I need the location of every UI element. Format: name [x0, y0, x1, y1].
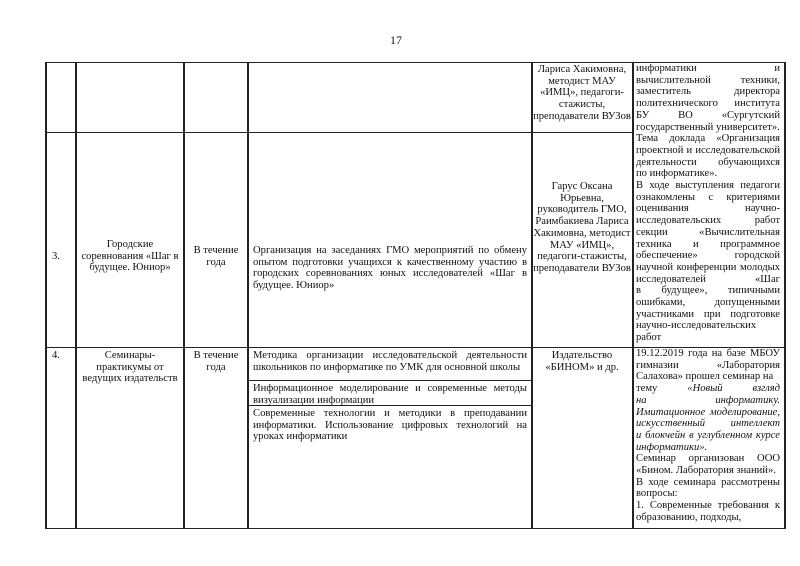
result-line: обеспечение» городской — [636, 250, 780, 262]
table-border — [632, 62, 634, 529]
event-name: Городские соревнования «Шаг в будущее. Юниор» — [81, 239, 179, 274]
result-line: ознакомлены с критериями — [636, 191, 780, 203]
result-line: В ходе выступления педагоги — [636, 180, 780, 192]
result-line: оценивания научно- — [636, 203, 780, 215]
responsible-cell: Гарус Оксана Юрьевна, руководитель ГМО, Раимбакиева Лариса Хакимовна, методист МАУ «ИМЦ», педагоги-стажисты, преподаватели ВУЗов — [533, 181, 631, 274]
result-line: научной конференции молодых — [636, 261, 780, 273]
result-line: В ходе семинара рассмотрены — [636, 476, 780, 488]
result-line: работ — [636, 332, 662, 344]
row-number: 3. — [52, 251, 60, 262]
result-line: Тема доклада «Организация — [636, 133, 780, 145]
result-line: в будущее», типичными — [636, 285, 780, 297]
result-line: деятельности обучающихся — [636, 156, 780, 168]
responsible-cell: Лариса Хакимовна, методист МАУ «ИМЦ», педагоги-стажисты, преподаватели ВУЗов — [533, 64, 631, 122]
result-line: и блокчейн в углубленном курсе — [636, 429, 780, 441]
event-name: Семинары-практикумы от ведущих издательств — [82, 350, 178, 385]
result-line: проектной и исследовательской — [636, 144, 780, 156]
result-line: на информатику. — [636, 394, 780, 406]
table-border — [45, 132, 632, 133]
result-line: заместитель директора — [636, 86, 780, 98]
result-line: вопросы: — [636, 488, 678, 500]
result-cell — [636, 348, 780, 524]
event-content-item: Информационное моделирование и современные методы визуализации информации — [253, 383, 527, 406]
event-content: Организация на заседаниях ГМО мероприятий по обмену опытом подготовки учащихся к качественному участию в городских соревнованиях юных исследователей «Шаг в будущее. Юниор» — [253, 245, 527, 292]
result-line: Семинар организован ООО — [636, 453, 780, 465]
result-line: Салахова» прошел семинар на — [636, 371, 774, 383]
result-line: вычислительной техники, — [636, 74, 780, 86]
result-line: по информатике». — [636, 168, 718, 180]
result-line: информатики». — [636, 441, 708, 453]
row-number: 4. — [52, 350, 60, 361]
result-line: образованию, подходы, — [636, 511, 742, 523]
result-line: искусственный интеллект — [636, 418, 780, 430]
result-line: исследователей «Шаг — [636, 273, 780, 285]
page-number: 17 — [390, 33, 402, 47]
result-line: «Бином. Лаборатория знаний». — [636, 465, 776, 477]
event-content-item: Методика организации исследовательской деятельности школьников по информатике по УМК для основной школы — [253, 350, 527, 373]
result-line: государственный университет». — [636, 121, 780, 133]
table-border — [247, 380, 531, 381]
event-date: В течение года — [193, 350, 239, 373]
result-line: 19.12.2019 года на базе МБОУ — [636, 348, 780, 359]
result-cell — [636, 63, 780, 344]
result-line: исследовательских работ — [636, 215, 780, 227]
result-line: техника и программное — [636, 238, 780, 250]
table-border — [784, 62, 786, 529]
result-line: информатики и — [636, 63, 780, 74]
result-line: участниками при подготовке — [636, 308, 780, 320]
result-line: 1. Современные требования к — [636, 500, 780, 512]
event-date: В течение года — [193, 245, 239, 268]
responsible-cell: Издательство «БИНОМ» и др. — [545, 350, 619, 373]
result-line: БУ ВО «Сургутский — [636, 109, 780, 121]
event-content-item: Современные технологии и методики в преподавании информатики. Использование цифровых технологий на уроках информатики — [253, 408, 527, 443]
result-line: политехнического института — [636, 98, 780, 110]
result-line: тему «Новый взгляд — [636, 383, 780, 395]
result-line: Имитационное моделирование, — [636, 406, 780, 418]
result-line: секции «Вычислительная — [636, 226, 780, 238]
result-line: научно-исследовательских — [636, 320, 757, 332]
result-line: ошибками, допущенными — [636, 297, 780, 309]
result-line: гимназии «Лаборатория — [636, 359, 780, 371]
table-border — [45, 528, 785, 529]
